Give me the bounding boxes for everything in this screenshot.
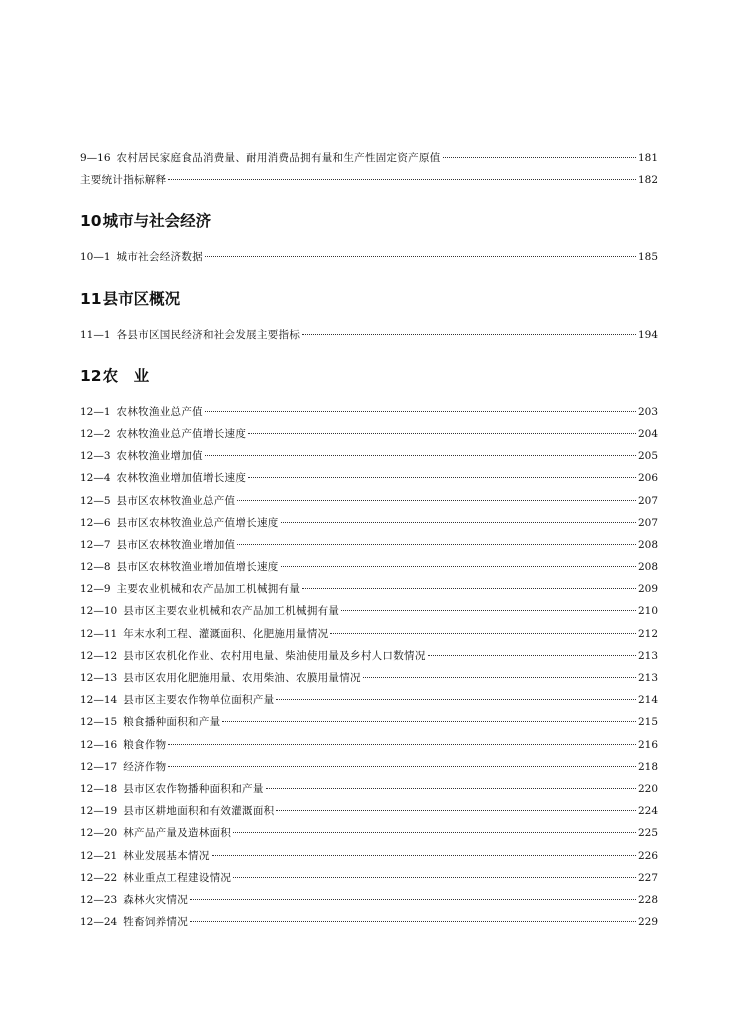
- toc-entry-title: 林业发展基本情况: [123, 849, 210, 862]
- toc-entry-title: 年末水利工程、灌溉面积、化肥施用量情况: [123, 627, 329, 640]
- toc-entry[interactable]: [80, 645, 658, 667]
- toc-entry[interactable]: [80, 147, 658, 169]
- toc-entry[interactable]: [80, 169, 658, 191]
- dot-leader: [248, 477, 636, 478]
- dot-leader: [248, 433, 636, 434]
- toc-entry[interactable]: [80, 845, 658, 867]
- toc-entry-title: 县市区农林牧渔业增加值增长速度: [116, 561, 279, 574]
- toc-entry[interactable]: [80, 423, 658, 445]
- toc-entry-title: 粮食播种面积和产量: [123, 716, 221, 729]
- dot-leader: [233, 832, 636, 833]
- toc-entry-code: 12—10: [80, 605, 118, 618]
- toc-entry-page-number: 206: [637, 472, 658, 485]
- toc-entry-page-number: 229: [637, 916, 658, 929]
- toc-entry[interactable]: [80, 445, 658, 467]
- toc-entry[interactable]: [80, 800, 658, 822]
- section-heading: [80, 288, 658, 310]
- section-spacer: [80, 191, 658, 210]
- toc-entry-title: 主要统计指标解释: [80, 174, 167, 187]
- toc-entry-page-number: 215: [637, 716, 658, 729]
- toc-entry[interactable]: [80, 711, 658, 733]
- toc-entry[interactable]: [80, 246, 658, 268]
- toc-entry-code: 12—21: [80, 849, 118, 862]
- toc-entry-title: 县市区耕地面积和有效灌溉面积: [123, 805, 275, 818]
- dot-leader: [266, 788, 636, 789]
- toc-entry-page-number: 194: [637, 328, 658, 341]
- dot-leader: [205, 411, 636, 412]
- toc-entry-page-number: 212: [637, 627, 658, 640]
- toc-entry[interactable]: [80, 534, 658, 556]
- toc-entry-page-number: 225: [637, 827, 658, 840]
- section-number: 12: [80, 366, 102, 385]
- toc-entry-title: 森林火灾情况: [123, 893, 189, 906]
- toc-entry-code: 12—14: [80, 694, 118, 707]
- dot-leader: [276, 810, 636, 811]
- toc-entry[interactable]: [80, 822, 658, 844]
- toc-entry-code: 12—16: [80, 738, 118, 751]
- toc-entry-title: 城市社会经济数据: [116, 251, 203, 264]
- dot-leader: [428, 655, 636, 656]
- toc-entry-title: 县市区农林牧渔业总产值增长速度: [116, 516, 279, 529]
- toc-entry[interactable]: [80, 889, 658, 911]
- toc-entry-title: 县市区主要农业机械和农产品加工机械拥有量: [123, 605, 340, 618]
- toc-entry-code: 12—3: [80, 450, 111, 463]
- section-number: 10: [80, 212, 102, 231]
- section-title: 农 业: [102, 366, 150, 385]
- toc-entry[interactable]: [80, 867, 658, 889]
- section-heading: [80, 365, 658, 387]
- dot-leader: [276, 699, 636, 700]
- toc-entry[interactable]: [80, 667, 658, 689]
- section-number: 11: [80, 289, 102, 308]
- toc-entry-page-number: 213: [637, 649, 658, 662]
- toc-entry[interactable]: [80, 778, 658, 800]
- section-spacer: [80, 310, 658, 324]
- toc-entry-page-number: 214: [637, 694, 658, 707]
- section-spacer: [80, 269, 658, 288]
- toc-entry-title: 县市区主要农作物单位面积产量: [123, 694, 275, 707]
- toc-entry[interactable]: [80, 578, 658, 600]
- toc-entry[interactable]: [80, 734, 658, 756]
- section-title: 城市与社会经济: [102, 212, 212, 231]
- toc-entry-title: 林业重点工程建设情况: [123, 871, 232, 884]
- dot-leader: [205, 455, 636, 456]
- table-of-contents: [80, 147, 658, 933]
- toc-entry-title: 粮食作物: [123, 738, 167, 751]
- dot-leader: [302, 334, 636, 335]
- toc-entry-code: 12—23: [80, 893, 118, 906]
- toc-entry-code: 12—18: [80, 782, 118, 795]
- toc-entry-title: 牲畜饲养情况: [123, 916, 189, 929]
- toc-entry-code: 12—7: [80, 538, 111, 551]
- dot-leader: [190, 899, 636, 900]
- section-spacer: [80, 232, 658, 246]
- toc-entry-page-number: 224: [637, 805, 658, 818]
- dot-leader: [190, 921, 636, 922]
- toc-entry[interactable]: [80, 911, 658, 933]
- toc-entry-title: 农林牧渔业增加值: [116, 450, 203, 463]
- toc-entry-page-number: 182: [637, 174, 658, 187]
- toc-entry-title: 农林牧渔业总产值: [116, 405, 203, 418]
- dot-leader: [281, 566, 636, 567]
- toc-entry-title: 县市区农作物播种面积和产量: [123, 782, 264, 795]
- toc-entry-code: 12—17: [80, 760, 118, 773]
- toc-entry-page-number: 218: [637, 760, 658, 773]
- dot-leader: [330, 633, 636, 634]
- toc-entry-code: 9—16: [80, 152, 111, 164]
- toc-entry-code: 12—22: [80, 871, 118, 884]
- toc-entry-code: 12—5: [80, 494, 111, 507]
- toc-entry-code: 12—6: [80, 516, 111, 529]
- toc-entry[interactable]: [80, 490, 658, 512]
- toc-entry-page-number: 207: [637, 516, 658, 529]
- dot-leader: [205, 256, 636, 257]
- toc-entry[interactable]: [80, 756, 658, 778]
- toc-entry[interactable]: [80, 623, 658, 645]
- toc-entry-page-number: 220: [637, 782, 658, 795]
- toc-entry-page-number: 207: [637, 494, 658, 507]
- toc-entry[interactable]: [80, 324, 658, 346]
- toc-entry-page-number: 185: [637, 251, 658, 264]
- toc-entry-code: 12—8: [80, 561, 111, 574]
- toc-entry-title: 农林牧渔业总产值增长速度: [116, 427, 247, 440]
- dot-leader: [222, 721, 636, 722]
- toc-entry-page-number: 181: [637, 152, 658, 164]
- toc-entry-page-number: 216: [637, 738, 658, 751]
- toc-entry-code: 12—13: [80, 672, 118, 684]
- toc-entry[interactable]: [80, 467, 658, 489]
- toc-entry-page-number: 203: [637, 405, 658, 418]
- section-spacer: [80, 387, 658, 401]
- toc-entry-title: 县市区农林牧渔业总产值: [116, 494, 236, 507]
- toc-entry-code: 12—9: [80, 583, 111, 596]
- toc-entry-code: 10—1: [80, 251, 111, 264]
- toc-entry-code: 12—4: [80, 472, 111, 485]
- toc-entry-code: 12—1: [80, 405, 111, 418]
- toc-entry-code: 12—20: [80, 827, 118, 840]
- dot-leader: [281, 522, 636, 523]
- toc-entry[interactable]: [80, 556, 658, 578]
- toc-entry[interactable]: [80, 512, 658, 534]
- toc-entry-code: 12—15: [80, 716, 118, 729]
- toc-entry-page-number: 208: [637, 561, 658, 574]
- dot-leader: [443, 157, 636, 158]
- toc-entry-page-number: 208: [637, 538, 658, 551]
- dot-leader: [233, 877, 636, 878]
- toc-entry-page-number: 226: [637, 849, 658, 862]
- toc-entry-page-number: 204: [637, 427, 658, 440]
- toc-entry-title: 县市区农用化肥施用量、农用柴油、农膜用量情况: [123, 672, 361, 684]
- toc-entry-page-number: 228: [637, 893, 658, 906]
- toc-entry[interactable]: [80, 600, 658, 622]
- toc-entry-title: 县市区农机化作业、农村用电量、柴油使用量及乡村人口数情况: [123, 649, 426, 662]
- toc-entry-page-number: 213: [637, 672, 658, 684]
- toc-entry-title: 农村居民家庭食品消费量、耐用消费品拥有量和生产性固定资产原值: [116, 152, 441, 164]
- toc-entry-code: 12—19: [80, 805, 118, 818]
- toc-entry-code: 12—11: [80, 627, 118, 640]
- section-heading: [80, 210, 658, 232]
- section-spacer: [80, 346, 658, 365]
- dot-leader: [237, 500, 636, 501]
- toc-entry-page-number: 227: [637, 871, 658, 884]
- dot-leader: [168, 766, 636, 767]
- toc-entry[interactable]: [80, 401, 658, 423]
- toc-entry-title: 各县市区国民经济和社会发展主要指标: [116, 328, 301, 341]
- toc-entry-title: 经济作物: [123, 760, 167, 773]
- dot-leader: [237, 544, 636, 545]
- toc-entry-code: 11—1: [80, 328, 111, 341]
- toc-entry-title: 农林牧渔业增加值增长速度: [116, 472, 247, 485]
- toc-entry-title: 主要农业机械和农产品加工机械拥有量: [116, 583, 301, 596]
- toc-entry-code: 12—12: [80, 649, 118, 662]
- dot-leader: [212, 855, 636, 856]
- toc-entry-title: 林产品产量及造林面积: [123, 827, 232, 840]
- toc-entry-code: 12—2: [80, 427, 111, 440]
- section-title: 县市区概况: [102, 289, 181, 308]
- dot-leader: [302, 588, 636, 589]
- toc-entry-title: 县市区农林牧渔业增加值: [116, 538, 236, 551]
- toc-entry-page-number: 209: [637, 583, 658, 596]
- dot-leader: [363, 677, 636, 678]
- toc-entry-code: 12—24: [80, 916, 118, 929]
- toc-entry[interactable]: [80, 689, 658, 711]
- dot-leader: [168, 179, 636, 180]
- dot-leader: [341, 610, 636, 611]
- toc-entry-page-number: 205: [637, 450, 658, 463]
- dot-leader: [168, 744, 636, 745]
- toc-entry-page-number: 210: [637, 605, 658, 618]
